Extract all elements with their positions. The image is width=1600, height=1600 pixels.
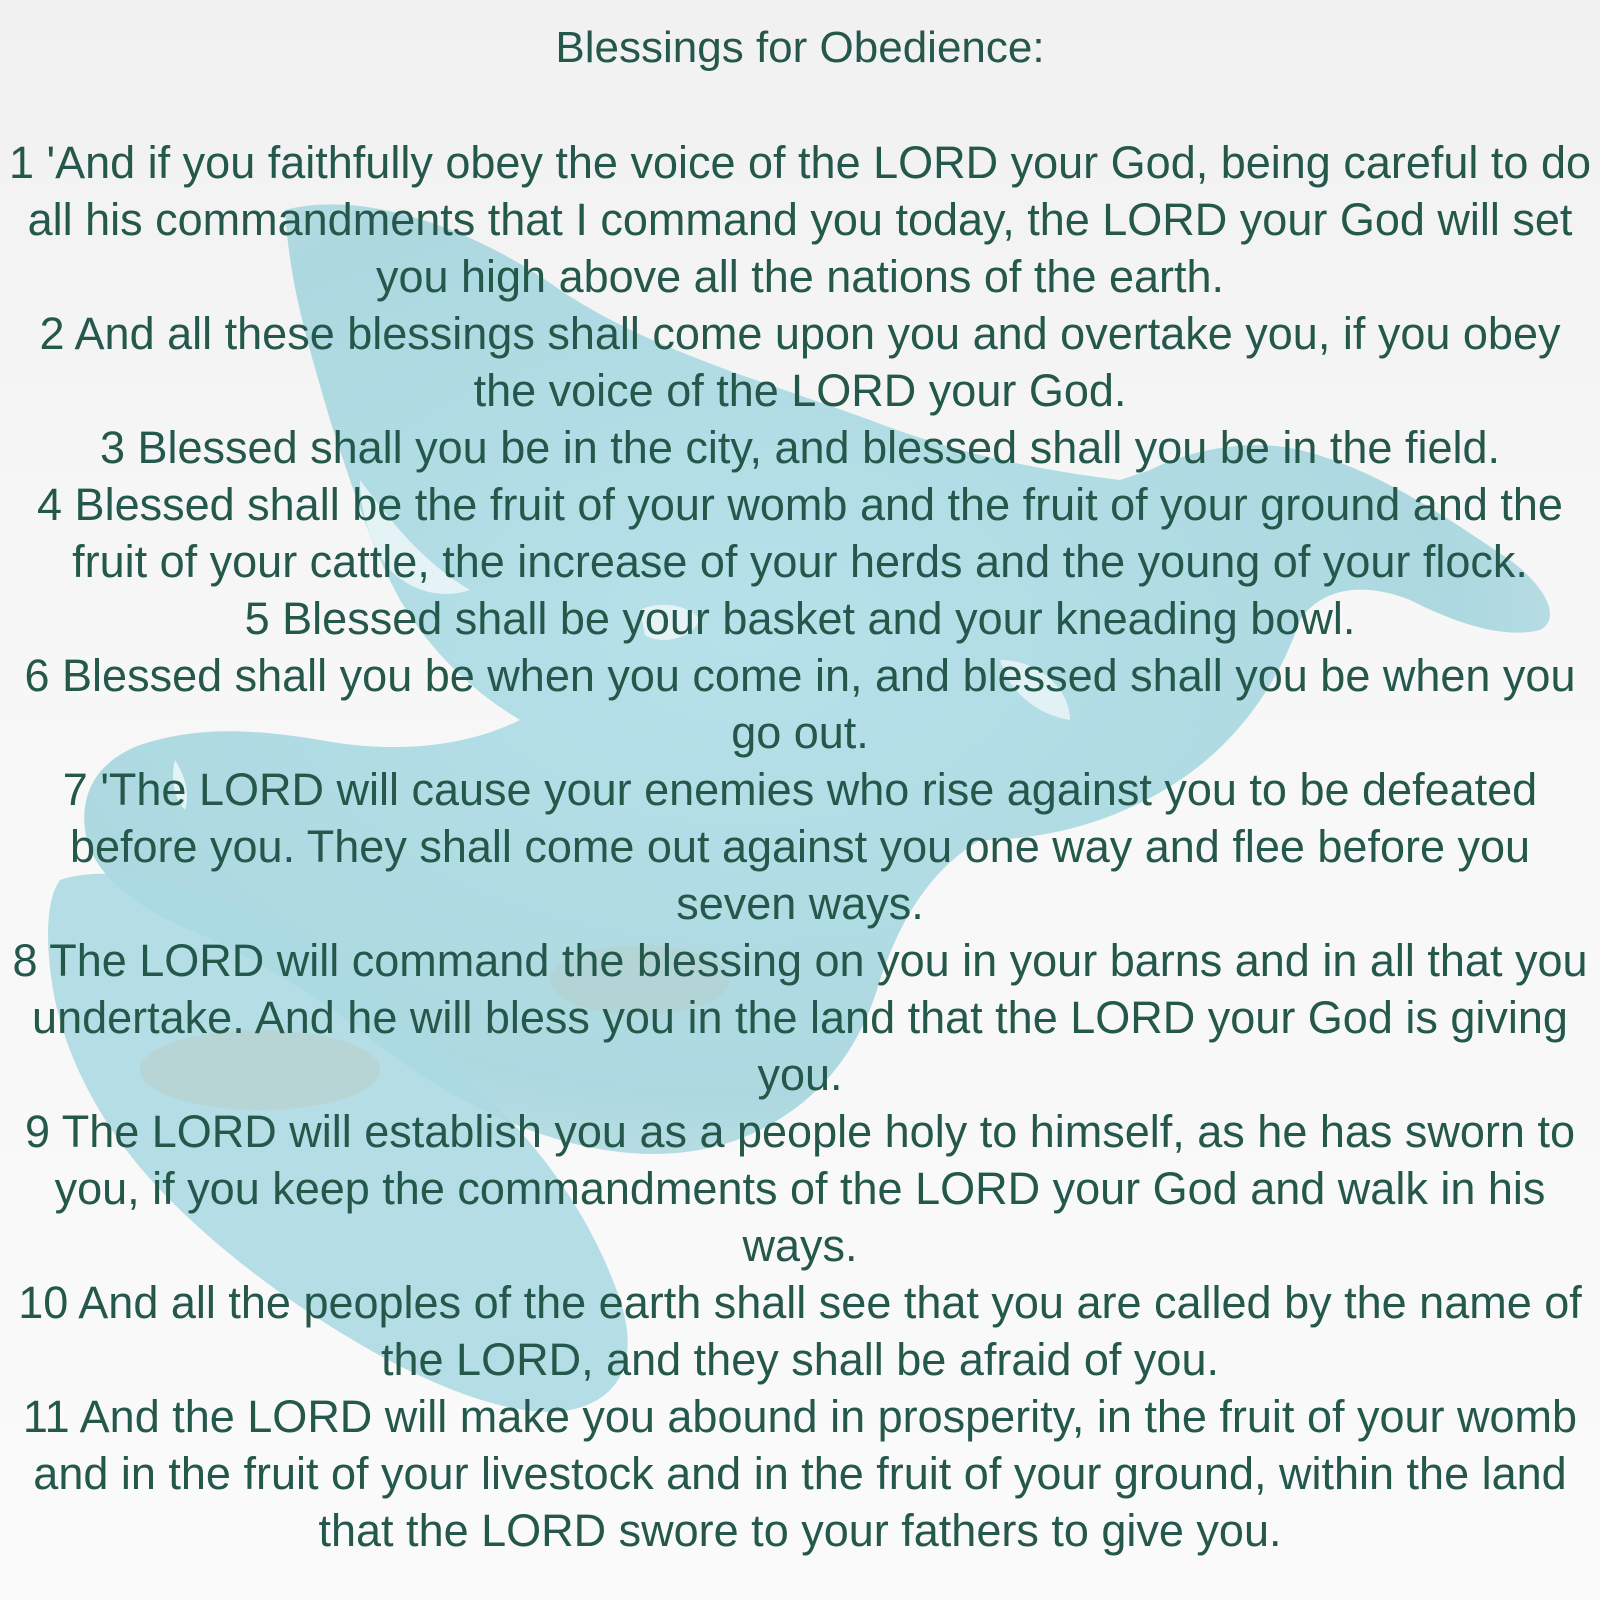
verse-4: 4 Blessed shall be the fruit of your womb and the fruit of your ground and the fruit of your cattle, the increase of your herds and the young of your flock. — [37, 479, 1563, 587]
verse-10: 10 And all the peoples of the earth shall see that you are called by the name of the LORD, and they shall be afraid of you. — [18, 1277, 1582, 1385]
verse-5: 5 Blessed shall be your basket and your kneading bowl. — [244, 593, 1356, 644]
verse-9: 9 The LORD will establish you as a people holy to himself, as he has sworn to you, if you keep the commandments of the LORD your God and walk in his ways. — [25, 1106, 1575, 1271]
verse-7: 7 'The LORD will cause your enemies who rise against you to be defeated before you. They shall come out against you one way and flee before you seven ways. — [62, 764, 1538, 929]
verse-8: 8 The LORD will command the blessing on you in your barns and in all that you undertake. And he will bless you in the land that the LORD your God is giving you. — [12, 935, 1588, 1100]
verse-11: 11 And the LORD will make you abound in prosperity, in the fruit of your womb and in the fruit of your livestock and in the fruit of your ground, within the land that the LORD swore to your fathers to give you. — [22, 1391, 1578, 1556]
verse-3: 3 Blessed shall you be in the city, and blessed shall you be in the field. — [99, 422, 1501, 473]
verse-2: 2 And all these blessings shall come upon you and overtake you, if you obey the voice of the LORD your God. — [39, 308, 1561, 416]
verse-6: 6 Blessed shall you be when you come in, and blessed shall you be when you go out. — [24, 650, 1576, 758]
page-title: Blessings for Obedience: — [555, 23, 1045, 72]
verse-1: 1 'And if you faithfully obey the voice of the LORD your God, being careful to do all his commandments that I command you today, the LORD your God will set you high above all the nations of the earth. — [8, 137, 1591, 302]
verse-list — [8, 134, 1592, 1559]
